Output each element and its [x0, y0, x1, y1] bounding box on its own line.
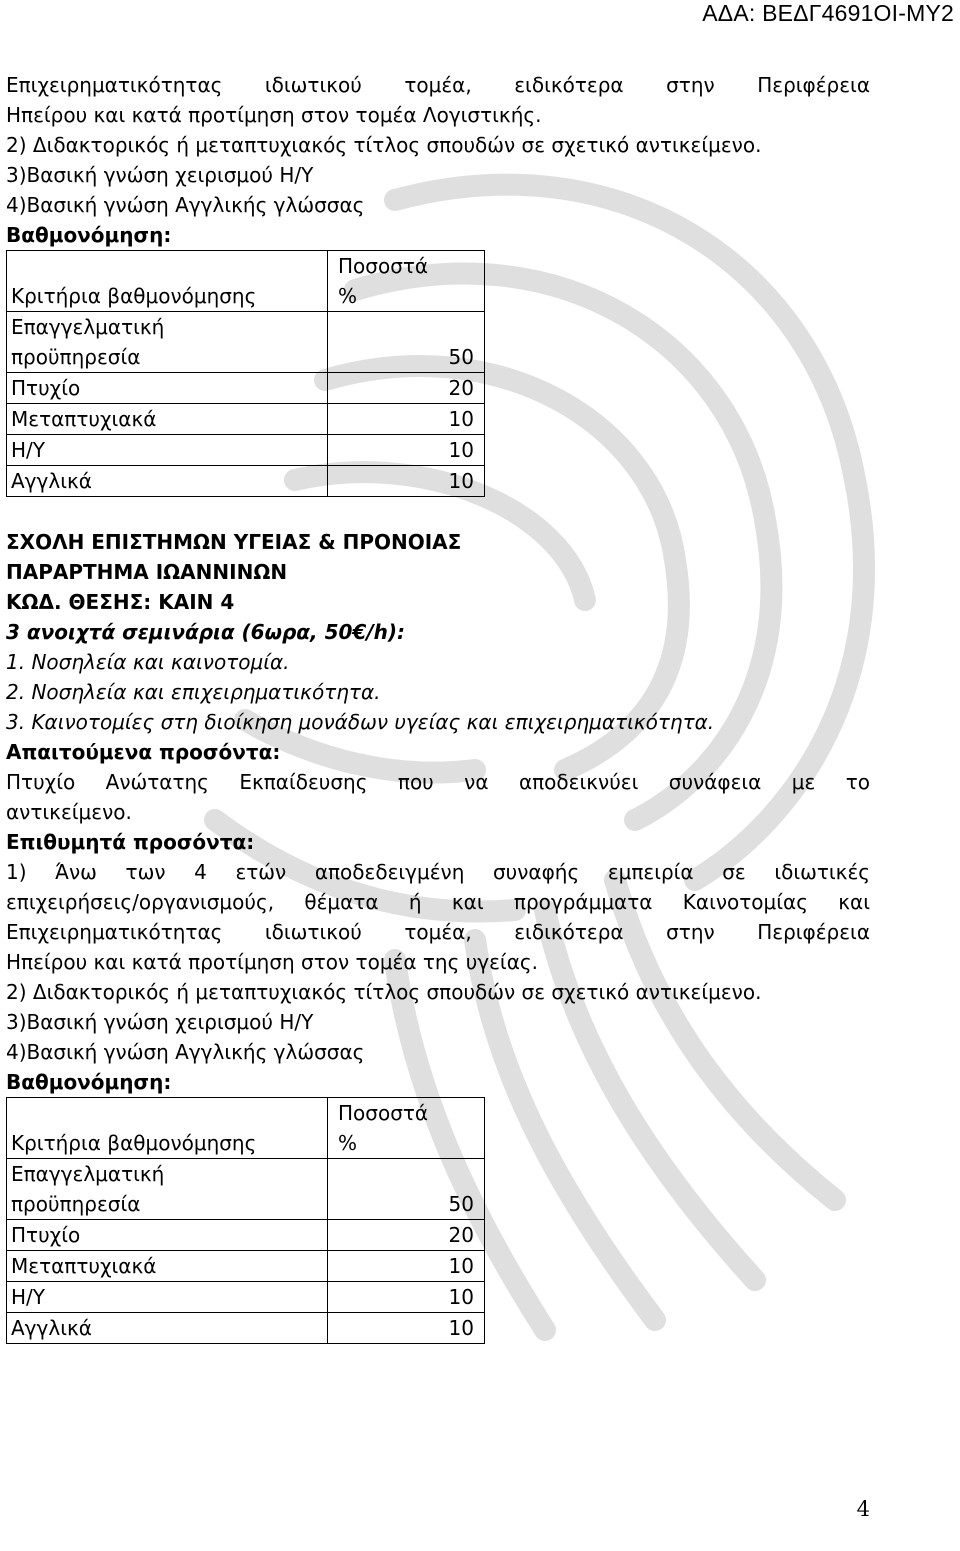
table-row [7, 1159, 485, 1220]
criterion-label [7, 312, 328, 373]
criterion-label: Αγγλικά [7, 466, 328, 497]
criterion-label: Πτυχίο [7, 1220, 328, 1251]
required-line-2: αντικείμενο. [6, 800, 132, 824]
required-qualifications-heading: Απαιτούμενα προσόντα: [6, 740, 281, 764]
page-number: 4 [856, 1497, 870, 1521]
desired-line-2: επιχειρήσεις/οργανισμούς, θέματα ή και προγράμματα Καινοτομίας και [6, 890, 870, 914]
criterion-label-line1: Επαγγελματική [11, 315, 165, 339]
percent-header-line1: Ποσοστά [338, 254, 429, 278]
criterion-value: 10 [328, 1251, 485, 1282]
desired-qualifications-heading: Επιθυμητά προσόντα: [6, 830, 255, 854]
seminar-item-3: 3. Καινοτομίες στη διοίκηση μονάδων υγείας και επιχειρηματικότητα. [6, 710, 715, 734]
table-row [7, 1251, 485, 1282]
desired-line-3: Επιχειρηματικότητας ιδιωτικού τομέα, ειδικότερα στην Περιφέρεια [6, 920, 870, 944]
percent-header-line2: % [338, 1131, 358, 1155]
criterion-label-line1: Επαγγελματική [11, 1162, 165, 1186]
table-row [7, 373, 485, 404]
ada-identifier: ΑΔΑ: ΒΕΔΓ4691ΟΙ-ΜΥ2 [702, 0, 954, 26]
document-body [6, 70, 870, 1344]
criterion-value: 50 [328, 1159, 485, 1220]
criterion-value: 10 [328, 404, 485, 435]
criterion-value: 10 [328, 1282, 485, 1313]
criterion-label: Μεταπτυχιακά [7, 1251, 328, 1282]
section-requirement-4: 4)Βασική γνώση Αγγλικής γλώσσας [6, 1040, 365, 1064]
spacer [6, 497, 870, 527]
criterion-label: Μεταπτυχιακά [7, 404, 328, 435]
position-code: ΚΩΔ. ΘΕΣΗΣ: ΚΑΙΝ 4 [6, 590, 235, 614]
school-heading: ΣΧΟΛΗ ΕΠΙΣΤΗΜΩΝ ΥΓΕΙΑΣ & ΠΡΟΝΟΙΑΣ [6, 530, 462, 554]
seminar-item-2: 2. Νοσηλεία και επιχειρηματικότητα. [6, 680, 381, 704]
table-row [7, 404, 485, 435]
seminars-title: 3 ανοιχτά σεμινάρια (6ωρα, 50€/h): [6, 620, 406, 644]
percent-header-line1: Ποσοστά [338, 1101, 429, 1125]
table-header-row [7, 251, 485, 312]
table-row [7, 1282, 485, 1313]
grading-table-2 [6, 1097, 485, 1344]
table-row [7, 312, 485, 373]
seminar-item-1: 1. Νοσηλεία και καινοτομία. [6, 650, 290, 674]
table-row [7, 435, 485, 466]
criterion-label-line2: προϋπηρεσία [11, 345, 141, 369]
intro-requirement-2: 2) Διδακτορικός ή μεταπτυχιακός τίτλος σπουδών σε σχετικό αντικείμενο. [6, 133, 762, 157]
required-line-1: Πτυχίο Ανώτατης Εκπαίδευσης που να αποδεικνύει συνάφεια με το [6, 770, 870, 794]
percent-header [328, 251, 485, 312]
criterion-label: Αγγλικά [7, 1313, 328, 1344]
desired-line-4: Ηπείρου και κατά προτίμηση στον τομέα της υγείας. [6, 950, 538, 974]
section-requirement-3: 3)Βασική γνώση χειρισμού Η/Υ [6, 1010, 314, 1034]
section-requirement-2: 2) Διδακτορικός ή μεταπτυχιακός τίτλος σπουδών σε σχετικό αντικείμενο. [6, 980, 762, 1004]
percent-header [328, 1098, 485, 1159]
criterion-value: 20 [328, 1220, 485, 1251]
table-header-row [7, 1098, 485, 1159]
criterion-label: Πτυχίο [7, 373, 328, 404]
table-row [7, 466, 485, 497]
table-row [7, 1313, 485, 1344]
grading-heading-2: Βαθμονόμηση: [6, 1070, 172, 1094]
criterion-label-line2: προϋπηρεσία [11, 1192, 141, 1216]
percent-header-line2: % [338, 284, 358, 308]
criteria-header: Κριτήρια βαθμονόμησης [7, 1098, 328, 1159]
criteria-header: Κριτήρια βαθμονόμησης [7, 251, 328, 312]
criterion-value: 10 [328, 1313, 485, 1344]
criterion-label: Η/Υ [7, 435, 328, 466]
criterion-value: 10 [328, 435, 485, 466]
intro-requirement-4: 4)Βασική γνώση Αγγλικής γλώσσας [6, 193, 365, 217]
criterion-value: 20 [328, 373, 485, 404]
intro-requirement-3: 3)Βασική γνώση χειρισμού Η/Υ [6, 163, 314, 187]
desired-line-1: 1) Άνω των 4 ετών αποδεδειγμένη συναφής εμπειρία σε ιδιωτικές [6, 860, 870, 884]
criterion-label [7, 1159, 328, 1220]
criterion-value: 10 [328, 466, 485, 497]
branch-heading: ΠΑΡΑΡΤΗΜΑ ΙΩΑΝΝΙΝΩΝ [6, 560, 288, 584]
intro-line-1: Επιχειρηματικότητας ιδιωτικού τομέα, ειδικότερα στην Περιφέρεια [6, 73, 870, 97]
grading-heading: Βαθμονόμηση: [6, 223, 172, 247]
grading-table-1 [6, 250, 485, 497]
criterion-label: Η/Υ [7, 1282, 328, 1313]
table-row [7, 1220, 485, 1251]
criterion-value: 50 [328, 312, 485, 373]
intro-line-2: Ηπείρου και κατά προτίμηση στον τομέα Λογιστικής. [6, 103, 542, 127]
